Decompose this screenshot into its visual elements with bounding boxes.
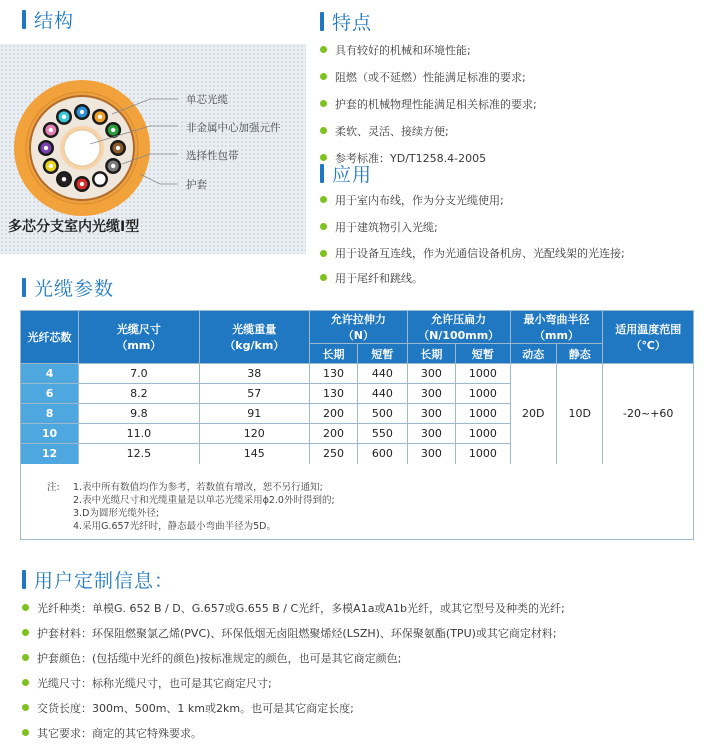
bullet-icon xyxy=(22,654,29,661)
cell-bend-static: 10D xyxy=(557,364,603,464)
note-item: 3.D为圆形光缆外径; xyxy=(73,508,160,519)
bullet-icon xyxy=(320,100,327,107)
bullet-icon xyxy=(320,274,327,281)
list-item: 用于尾纤和跳线。 xyxy=(320,270,690,286)
bullet-icon xyxy=(22,704,29,711)
cell-crush-long: 300 xyxy=(407,364,455,384)
label-sheath: 护套 xyxy=(186,179,207,191)
list-item: 用于建筑物引入光缆; xyxy=(320,219,690,235)
unit-fiber-core xyxy=(98,177,102,181)
unit-fiber-core xyxy=(44,146,48,150)
cell-tension-short: 550 xyxy=(358,424,408,444)
cell-size: 9.8 xyxy=(79,404,200,424)
bullet-icon xyxy=(320,250,327,257)
list-item: 柔软、灵活、接续方便; xyxy=(320,123,700,139)
section-bar-icon xyxy=(22,570,26,589)
unit-fiber-core xyxy=(80,110,84,114)
applications-title: 应用 xyxy=(320,160,372,187)
note-item: 2.表中光缆尺寸和光缆重量是以单芯光缆采用ϕ2.0外时得到的; xyxy=(73,495,335,506)
notes-list xyxy=(73,481,335,533)
bullet-icon xyxy=(320,46,327,53)
label-single-core: 单芯光缆 xyxy=(186,94,228,106)
cell-weight: 91 xyxy=(199,404,309,424)
unit-fiber-core xyxy=(80,182,84,186)
header-cores: 光纤芯数 xyxy=(21,311,79,364)
custom-title: 用户定制信息： xyxy=(22,566,174,593)
note-item: 1.表中所有数值均作为参考，若数值有增改，恕不另行通知; xyxy=(73,482,323,493)
cell-tension-long: 130 xyxy=(310,364,358,384)
cell-crush-short: 1000 xyxy=(456,364,510,384)
bullet-icon xyxy=(22,729,29,736)
cell-crush-short: 1000 xyxy=(456,444,510,464)
notes-label: 注: xyxy=(47,482,60,493)
list-item: 具有较好的机械和环境性能; xyxy=(320,42,700,58)
header-weight: 光缆重量 （kg/km） xyxy=(199,311,309,364)
custom-list xyxy=(22,600,702,750)
cell-size: 11.0 xyxy=(79,424,200,444)
cell-cores: 4 xyxy=(21,364,79,384)
cell-tension-long: 130 xyxy=(310,384,358,404)
cell-crush-short: 1000 xyxy=(456,424,510,444)
header-tension-long: 长期 xyxy=(310,344,358,364)
list-item: 交货长度：300m、500m、1 km或2km。也可是其它商定长度; xyxy=(22,700,702,716)
bullet-icon xyxy=(320,196,327,203)
section-bar-icon xyxy=(22,278,26,297)
cell-crush-long: 300 xyxy=(407,444,455,464)
unit-fiber-core xyxy=(98,115,102,119)
cell-tension-short: 500 xyxy=(358,404,408,424)
cell-weight: 120 xyxy=(199,424,309,444)
cell-crush-long: 300 xyxy=(407,404,455,424)
header-tension: 允许拉伸力 （N） xyxy=(310,311,408,344)
unit-fiber-core xyxy=(111,164,115,168)
list-item: 护套的机械物理性能满足相关标准的要求; xyxy=(320,96,700,112)
table-row xyxy=(21,364,693,384)
structure-title: 结构 xyxy=(22,6,74,33)
cell-temp-range: -20~+60 xyxy=(603,364,693,464)
list-item: 光缆尺寸：标称光缆尺寸，也可是其它商定尺寸; xyxy=(22,675,702,691)
cell-tension-short: 440 xyxy=(358,364,408,384)
header-bend-static: 静态 xyxy=(557,344,603,364)
header-temp: 适用温度范围 （℃） xyxy=(603,311,693,364)
header-crush-long: 长期 xyxy=(407,344,455,364)
unit-fiber-core xyxy=(49,164,53,168)
cell-crush-short: 1000 xyxy=(456,384,510,404)
unit-fiber-core xyxy=(49,128,53,132)
cell-tension-long: 200 xyxy=(310,424,358,444)
unit-fiber-core xyxy=(111,128,115,132)
bullet-icon xyxy=(22,604,29,611)
cell-weight: 38 xyxy=(199,364,309,384)
bullet-icon xyxy=(320,73,327,80)
header-bend-dynamic: 动态 xyxy=(510,344,556,364)
cell-crush-short: 1000 xyxy=(456,404,510,424)
params-title: 光缆参数 xyxy=(22,274,114,301)
unit-fiber-core xyxy=(116,146,120,150)
params-table xyxy=(21,311,693,464)
list-item: 护套材料：环保阻燃聚氯乙烯(PVC)、环保低烟无卤阻燃聚烯烃(LSZH)、环保聚氨酯(TPU)或其它商定材料; xyxy=(22,625,702,641)
features-title: 特点 xyxy=(320,8,372,35)
header-crush: 允许压扁力 （N/100mm） xyxy=(407,311,510,344)
cell-tension-long: 200 xyxy=(310,404,358,424)
list-item: 用于设备互连线，作为光通信设备机房、光配线架的光连接; xyxy=(320,246,690,262)
cell-crush-long: 300 xyxy=(407,384,455,404)
header-size: 光缆尺寸 （mm） xyxy=(79,311,200,364)
list-item: 光纤种类：单模G. 652 B / D、G.657或G.655 B / C光纤，多模A1a或A1b光纤，或其它型号及种类的光纤; xyxy=(22,600,702,616)
cell-cores: 6 xyxy=(21,384,79,404)
bullet-icon xyxy=(22,679,29,686)
section-bar-icon xyxy=(320,12,324,31)
structure-caption: 多芯分支室内光缆I型 xyxy=(8,219,140,235)
header-bend: 最小弯曲半径 （mm） xyxy=(510,311,603,344)
list-item: 阻燃（或不延燃）性能满足标准的要求; xyxy=(320,69,700,85)
cell-size: 12.5 xyxy=(79,444,200,464)
cell-tension-short: 440 xyxy=(358,384,408,404)
list-item: 参考标准：YD/T1258.4-2005 xyxy=(320,150,700,166)
note-item: 4.采用G.657光纤时，静态最小弯曲半径为5D。 xyxy=(73,521,276,532)
bullet-icon xyxy=(320,127,327,134)
header-tension-short: 短暂 xyxy=(358,344,408,364)
cell-weight: 145 xyxy=(199,444,309,464)
applications-list xyxy=(320,192,690,286)
unit-fiber-core xyxy=(62,177,66,181)
params-panel xyxy=(20,310,694,540)
cell-size: 8.2 xyxy=(79,384,200,404)
list-item: 护套颜色：(包括缆中光纤的颜色)按标准规定的颜色，也可是其它商定颜色; xyxy=(22,650,702,666)
structure-figure-panel xyxy=(0,44,306,254)
section-bar-icon xyxy=(320,164,324,183)
features-list xyxy=(320,42,700,166)
cell-tension-short: 600 xyxy=(358,444,408,464)
cell-crush-long: 300 xyxy=(407,424,455,444)
cell-cores: 8 xyxy=(21,404,79,424)
cell-cores: 10 xyxy=(21,424,79,444)
label-tape: 选择性包带 xyxy=(186,150,239,162)
cell-cores: 12 xyxy=(21,444,79,464)
label-strength-member: 非金属中心加强元件 xyxy=(186,122,281,134)
section-bar-icon xyxy=(22,10,26,29)
header-crush-short: 短暂 xyxy=(456,344,510,364)
list-item: 用于室内布线，作为分支光缆使用; xyxy=(320,192,690,208)
cell-bend-dynamic: 20D xyxy=(510,364,556,464)
list-item: 其它要求：商定的其它特殊要求。 xyxy=(22,725,702,741)
unit-fiber-core xyxy=(62,115,66,119)
bullet-icon xyxy=(320,223,327,230)
cell-weight: 57 xyxy=(199,384,309,404)
cell-size: 7.0 xyxy=(79,364,200,384)
bullet-icon xyxy=(22,629,29,636)
cell-tension-long: 250 xyxy=(310,444,358,464)
